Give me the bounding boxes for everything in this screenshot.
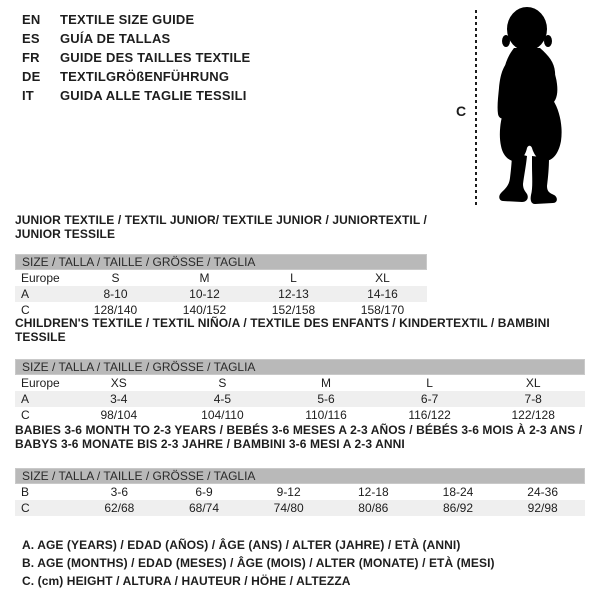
row-value: 152/158 — [271, 303, 316, 317]
language-label: GUIDA ALLE TAGLIE TESSILI — [60, 88, 247, 103]
row-value: 68/74 — [188, 501, 219, 515]
row-value: 116/122 — [408, 408, 451, 422]
table-row — [15, 484, 585, 500]
table-rows — [15, 270, 427, 318]
size-header-bar: SIZE / TALLA / TAILLE / GRÖSSE / TAGLIA — [15, 359, 585, 375]
language-label: TEXTILE SIZE GUIDE — [60, 12, 195, 27]
size-table — [15, 254, 427, 318]
row-value: 128/140 — [93, 303, 138, 317]
row-value: 158/170 — [360, 303, 405, 317]
row-value: 98/104 — [100, 408, 138, 422]
row-value: 110/116 — [305, 408, 347, 422]
row-value: 10-12 — [189, 287, 220, 301]
row-value: 104/110 — [201, 408, 244, 422]
size-header-bar: SIZE / TALLA / TAILLE / GRÖSSE / TAGLIA — [15, 254, 427, 270]
row-value: 62/68 — [104, 501, 135, 515]
row-value: 7-8 — [524, 392, 542, 406]
language-row — [22, 86, 250, 105]
row-value: M — [199, 271, 210, 285]
row-label: Europe — [21, 271, 60, 285]
language-row — [22, 10, 250, 29]
row-value: 122/128 — [511, 408, 555, 422]
row-value: 5-6 — [317, 392, 335, 406]
size-header-bar: SIZE / TALLA / TAILLE / GRÖSSE / TAGLIA — [15, 468, 585, 484]
row-value: XL — [525, 376, 541, 390]
row-value: 6-9 — [195, 485, 213, 499]
language-label: GUÍA DE TALLAS — [60, 31, 171, 46]
table-row — [15, 375, 585, 391]
table-row — [15, 407, 585, 423]
row-value: 14-16 — [367, 287, 398, 301]
height-label-c: C — [456, 103, 467, 119]
row-value: 92/98 — [527, 501, 558, 515]
row-value: XS — [110, 376, 127, 390]
table-rows — [15, 484, 585, 516]
row-value: 12-18 — [357, 485, 389, 499]
table-title: CHILDREN'S TEXTILE / TEXTIL NIÑO/A / TEXTILE DES ENFANTS / KINDERTEXTIL / BAMBINI TESSILE — [15, 316, 550, 344]
row-value: M — [320, 376, 331, 390]
row-label: C — [21, 408, 30, 422]
row-value: 4-5 — [213, 392, 232, 406]
note-line: A. AGE (YEARS) / EDAD (AÑOS) / ÂGE (ANS) / ALTER (JAHRE) / ETÀ (ANNI) — [22, 538, 461, 552]
table-row — [15, 286, 427, 302]
size-table-children — [15, 316, 585, 423]
row-value: 18-24 — [442, 485, 474, 499]
size-table — [15, 359, 585, 423]
table-row — [15, 270, 427, 286]
measurement-notes — [22, 536, 495, 590]
language-code: IT — [22, 88, 34, 103]
row-value: 3-4 — [110, 392, 128, 406]
table-row — [15, 391, 585, 407]
row-value: 140/152 — [182, 303, 227, 317]
language-code: ES — [22, 31, 40, 46]
row-value: S — [111, 271, 120, 285]
row-value: 9-12 — [276, 485, 301, 499]
table-title: JUNIOR TEXTILE / TEXTIL JUNIOR/ TEXTILE JUNIOR / JUNIORTEXTIL / JUNIOR TESSILE — [15, 213, 427, 241]
row-value: 80/86 — [358, 501, 389, 515]
row-value: 86/92 — [442, 501, 473, 515]
row-label: B — [21, 485, 30, 499]
row-value: 3-6 — [110, 485, 128, 499]
note-line: C. (cm) HEIGHT / ALTURA / HAUTEUR / HÖHE / ALTEZZA — [22, 574, 351, 588]
row-value: 8-10 — [103, 287, 128, 301]
row-label: A — [21, 287, 30, 301]
table-title: BABIES 3-6 MONTH TO 2-3 YEARS / BEBÉS 3-6 MESES A 2-3 AÑOS / BÉBÉS 3-6 MOIS À 2-3 ANS / BABYS 3-6 MONATE BIS 2-3 JAHRE / BAMBINI 3-6 MESI A 2-3 ANNI — [15, 423, 583, 451]
table-row — [15, 500, 585, 516]
row-value: L — [290, 271, 297, 285]
language-label: GUIDE DES TAILLES TEXTILE — [60, 50, 251, 65]
language-code: FR — [22, 50, 40, 65]
language-code: DE — [22, 69, 41, 84]
row-value: S — [218, 376, 227, 390]
note-line: B. AGE (MONTHS) / EDAD (MESES) / ÂGE (MOIS) / ALTER (MONATE) / ETÀ (MESI) — [22, 556, 495, 570]
row-value: 12-13 — [278, 287, 309, 301]
language-code: EN — [22, 12, 41, 27]
row-value: XL — [375, 271, 390, 285]
baby-figure — [440, 0, 600, 215]
language-row — [22, 29, 250, 48]
language-row — [22, 48, 250, 67]
row-value: 24-36 — [527, 485, 558, 499]
table-rows — [15, 375, 585, 423]
row-label: C — [21, 303, 30, 317]
size-table — [15, 468, 585, 516]
row-label: A — [21, 392, 30, 406]
language-label: TEXTILGRÖßENFÜHRUNG — [60, 69, 230, 84]
language-row — [22, 67, 250, 86]
row-label: Europe — [21, 376, 60, 390]
row-value: 74/80 — [273, 501, 304, 515]
baby-silhouette — [498, 7, 562, 204]
size-table-junior — [15, 213, 427, 318]
row-value: L — [426, 376, 433, 390]
language-header — [22, 10, 250, 105]
row-value: 6-7 — [420, 392, 439, 406]
size-table-babies — [15, 423, 585, 516]
row-label: C — [21, 501, 30, 515]
